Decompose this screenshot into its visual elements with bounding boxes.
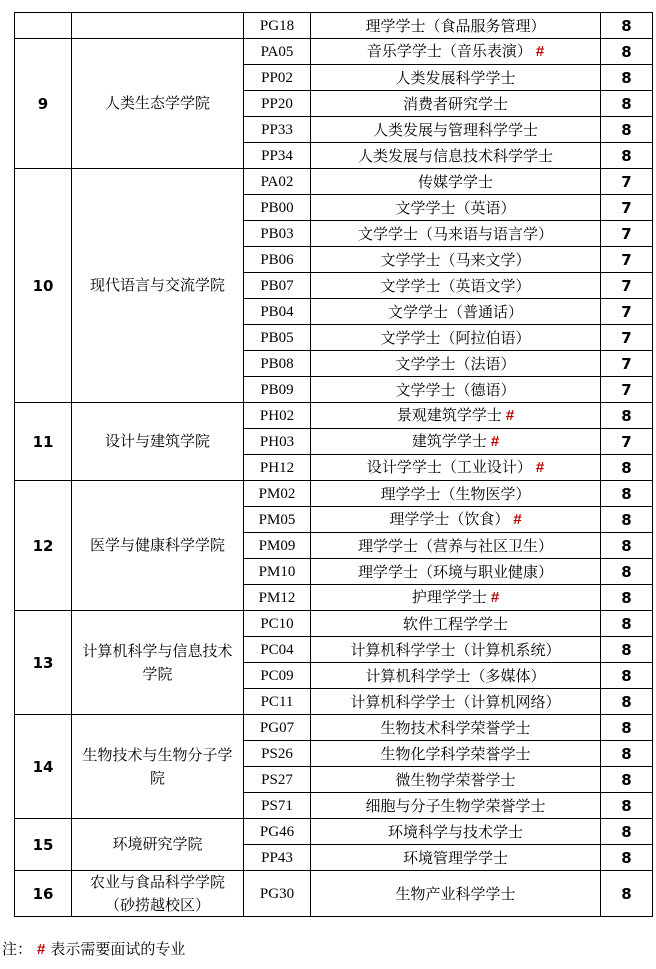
score: 8 <box>601 455 653 481</box>
program-code: PB05 <box>244 325 311 351</box>
program-name-cell <box>311 403 601 429</box>
faculty-number: 12 <box>15 481 72 611</box>
faculty-name <box>72 13 244 39</box>
program-code: PH02 <box>244 403 311 429</box>
interview-marker: # <box>505 407 515 424</box>
score: 8 <box>601 585 653 611</box>
program-name: 软件工程学学士 <box>402 614 508 633</box>
score: 8 <box>601 741 653 767</box>
program-code: PB03 <box>244 221 311 247</box>
program-code: PM09 <box>244 533 311 559</box>
program-name-cell <box>311 377 601 403</box>
table-row <box>15 13 653 39</box>
score: 8 <box>601 559 653 585</box>
program-name: 理学学士（生物医学） <box>380 484 531 503</box>
program-code: PP20 <box>244 91 311 117</box>
score: 8 <box>601 533 653 559</box>
program-name-cell <box>311 273 601 299</box>
faculty-number: 10 <box>15 169 72 403</box>
program-code: PS71 <box>244 793 311 819</box>
program-name-cell <box>311 117 601 143</box>
faculty-name: 农业与食品科学学院（砂捞越校区） <box>72 871 244 917</box>
program-name: 文学学士（英语） <box>395 198 516 217</box>
program-name-cell <box>311 559 601 585</box>
score: 8 <box>601 663 653 689</box>
faculty-number: 16 <box>15 871 72 917</box>
score: 8 <box>601 767 653 793</box>
table-row <box>15 715 653 741</box>
program-name: 音乐学学士（音乐表演） <box>366 42 532 60</box>
program-code: PB00 <box>244 195 311 221</box>
program-name-cell <box>311 39 601 65</box>
program-name-cell <box>311 611 601 637</box>
program-name-cell <box>311 221 601 247</box>
score: 8 <box>601 143 653 169</box>
program-name: 计算机科学学士（计算机网络） <box>350 692 561 711</box>
score: 7 <box>601 429 653 455</box>
program-code: PB07 <box>244 273 311 299</box>
faculty-name: 环境研究学院 <box>72 819 244 871</box>
score: 8 <box>601 481 653 507</box>
score: 8 <box>601 611 653 637</box>
program-code: PC10 <box>244 611 311 637</box>
interview-marker: # <box>490 433 500 450</box>
program-name: 人类发展与信息技术科学学士 <box>357 146 553 165</box>
program-name: 理学学士（环境与职业健康） <box>357 562 553 581</box>
program-name-cell <box>311 507 601 533</box>
interview-marker: # <box>513 511 522 528</box>
program-name-cell <box>311 481 601 507</box>
footnote-text: 表示需要面试的专业 <box>50 940 186 958</box>
score: 8 <box>601 871 653 917</box>
program-name: 文学学士（阿拉伯语） <box>380 328 531 347</box>
program-name-cell <box>311 195 601 221</box>
program-code: PM10 <box>244 559 311 585</box>
interview-marker: # <box>37 941 46 958</box>
faculty-number: 15 <box>15 819 72 871</box>
score: 7 <box>601 377 653 403</box>
program-name-cell <box>311 637 601 663</box>
score: 8 <box>601 637 653 663</box>
program-code: PS27 <box>244 767 311 793</box>
program-code: PS26 <box>244 741 311 767</box>
program-name: 理学学士（营养与社区卫生） <box>357 536 553 555</box>
program-name: 计算机科学学士（计算机系统） <box>350 640 561 659</box>
program-name-cell <box>311 663 601 689</box>
program-name-cell <box>311 247 601 273</box>
program-name-cell <box>311 793 601 819</box>
program-code: PA02 <box>244 169 311 195</box>
program-name: 环境管理学学士 <box>402 848 508 867</box>
program-name-cell <box>311 299 601 325</box>
footnote-prefix: 注： <box>2 940 33 958</box>
program-name: 设计学学士（工业设计） <box>366 458 532 476</box>
program-code: PP43 <box>244 845 311 871</box>
faculty-name: 人类生态学学院 <box>72 39 244 169</box>
program-name: 环境科学与技术学士 <box>387 822 523 841</box>
program-code: PP02 <box>244 65 311 91</box>
program-name: 建筑学学士 <box>411 432 487 450</box>
program-code: PG30 <box>244 871 311 917</box>
interview-marker: # <box>535 459 545 476</box>
program-name-cell <box>311 351 601 377</box>
program-code: PB06 <box>244 247 311 273</box>
footnote <box>2 938 185 959</box>
program-code: PG18 <box>244 13 311 39</box>
score: 7 <box>601 221 653 247</box>
score: 8 <box>601 39 653 65</box>
program-name: 人类发展与管理科学学士 <box>372 120 538 139</box>
score: 8 <box>601 793 653 819</box>
program-name-cell <box>311 533 601 559</box>
program-code: PB08 <box>244 351 311 377</box>
program-code: PP34 <box>244 143 311 169</box>
program-name-cell <box>311 429 601 455</box>
program-name-cell <box>311 845 601 871</box>
program-name: 理学学士（饮食） <box>389 510 510 528</box>
program-name-cell <box>311 91 601 117</box>
table-row <box>15 611 653 637</box>
program-name-cell <box>311 741 601 767</box>
program-name: 文学学士（法语） <box>395 354 516 373</box>
program-code: PC09 <box>244 663 311 689</box>
program-name: 微生物学荣誉学士 <box>395 770 516 789</box>
faculty-number <box>15 13 72 39</box>
program-name: 理学学士（食品服务管理） <box>365 16 546 35</box>
faculty-name: 计算机科学与信息技术学院 <box>72 611 244 715</box>
score: 7 <box>601 195 653 221</box>
table-row <box>15 39 653 65</box>
score: 8 <box>601 819 653 845</box>
score: 7 <box>601 351 653 377</box>
program-name-cell <box>311 767 601 793</box>
program-code: PG46 <box>244 819 311 845</box>
program-name: 生物化学科学荣誉学士 <box>380 744 531 763</box>
faculty-number: 14 <box>15 715 72 819</box>
program-code: PA05 <box>244 39 311 65</box>
program-code: PC04 <box>244 637 311 663</box>
program-name-cell <box>311 871 601 917</box>
score: 8 <box>601 845 653 871</box>
program-name: 计算机科学学士（多媒体） <box>365 666 546 685</box>
table-row <box>15 481 653 507</box>
program-name-cell <box>311 65 601 91</box>
table-body <box>15 13 653 917</box>
score: 7 <box>601 169 653 195</box>
faculty-number: 9 <box>15 39 72 169</box>
score: 8 <box>601 689 653 715</box>
faculty-number: 13 <box>15 611 72 715</box>
program-name: 生物技术科学荣誉学士 <box>380 718 531 737</box>
program-name-cell <box>311 819 601 845</box>
faculty-name: 设计与建筑学院 <box>72 403 244 481</box>
program-code: PB04 <box>244 299 311 325</box>
program-name: 人类发展科学学士 <box>395 68 516 87</box>
program-code: PH03 <box>244 429 311 455</box>
program-name: 护理学学士 <box>411 588 487 606</box>
program-code: PB09 <box>244 377 311 403</box>
program-code: PM02 <box>244 481 311 507</box>
program-name: 消费者研究学士 <box>402 94 508 113</box>
program-table <box>14 12 653 917</box>
program-name: 传媒学学士 <box>417 172 493 191</box>
table-row <box>15 403 653 429</box>
program-name: 文学学士（普通话） <box>387 302 523 321</box>
score: 8 <box>601 715 653 741</box>
program-name: 文学学士（德语） <box>395 380 516 399</box>
score: 8 <box>601 507 653 533</box>
score: 8 <box>601 65 653 91</box>
table-row <box>15 169 653 195</box>
score: 7 <box>601 299 653 325</box>
program-code: PM12 <box>244 585 311 611</box>
program-name-cell <box>311 689 601 715</box>
program-name-cell <box>311 715 601 741</box>
program-name-cell <box>311 455 601 481</box>
faculty-name: 医学与健康科学学院 <box>72 481 244 611</box>
score: 7 <box>601 325 653 351</box>
program-name: 文学学士（英语文学） <box>380 276 531 295</box>
interview-marker: # <box>535 43 545 60</box>
program-name-cell <box>311 13 601 39</box>
program-name: 生物产业科学学士 <box>395 884 516 903</box>
program-name: 文学学士（马来语与语言学） <box>357 224 553 243</box>
score: 8 <box>601 13 653 39</box>
table-row <box>15 871 653 917</box>
interview-marker: # <box>490 589 500 606</box>
program-name: 细胞与分子生物学荣誉学士 <box>365 796 546 815</box>
program-name-cell <box>311 143 601 169</box>
score: 8 <box>601 117 653 143</box>
score: 8 <box>601 403 653 429</box>
faculty-name: 现代语言与交流学院 <box>72 169 244 403</box>
faculty-number: 11 <box>15 403 72 481</box>
program-name: 景观建筑学学士 <box>396 406 502 424</box>
score: 7 <box>601 247 653 273</box>
program-code: PC11 <box>244 689 311 715</box>
program-code: PH12 <box>244 455 311 481</box>
faculty-name: 生物技术与生物分子学院 <box>72 715 244 819</box>
score: 7 <box>601 273 653 299</box>
table-row <box>15 819 653 845</box>
program-name-cell <box>311 585 601 611</box>
score: 8 <box>601 91 653 117</box>
program-code: PG07 <box>244 715 311 741</box>
program-code: PP33 <box>244 117 311 143</box>
program-name-cell <box>311 169 601 195</box>
program-name: 文学学士（马来文学） <box>380 250 531 269</box>
program-code: PM05 <box>244 507 311 533</box>
program-name-cell <box>311 325 601 351</box>
